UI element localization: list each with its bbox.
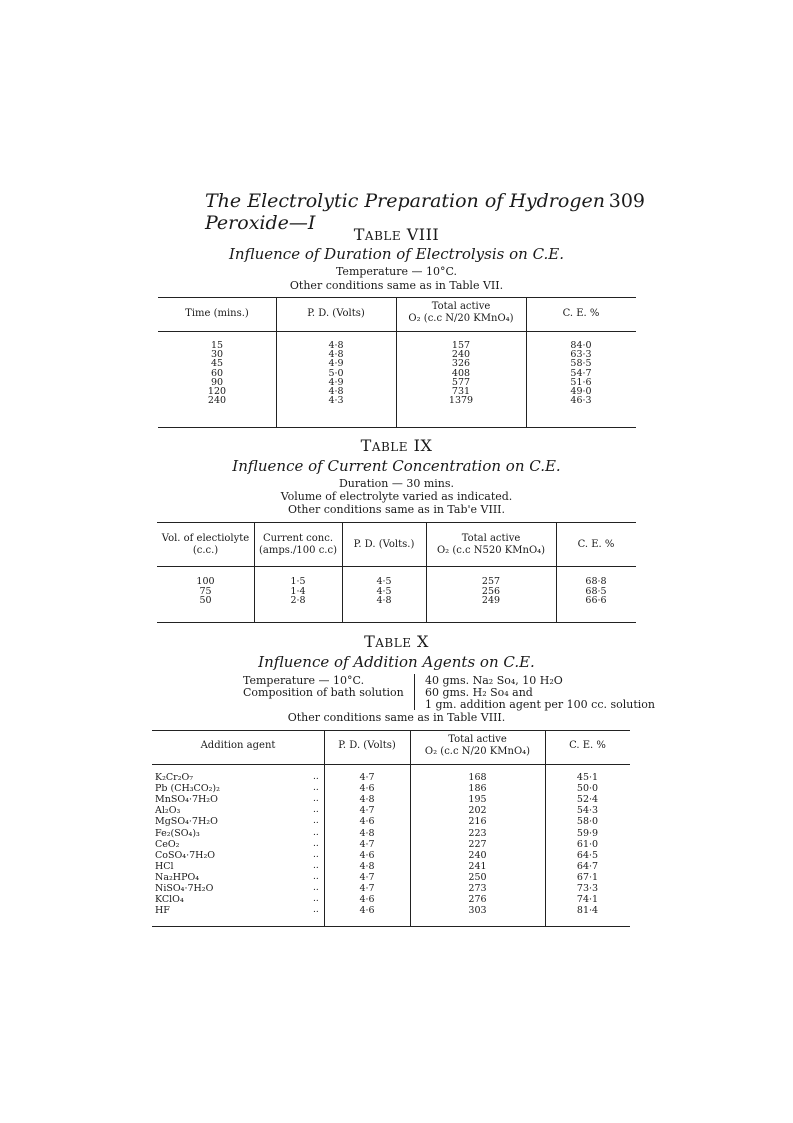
- table10-pd-cell: 4·7: [359, 838, 375, 850]
- leader-dots: ..: [313, 894, 319, 905]
- table10-agent-cell: K₂Cr₂O₇: [155, 772, 194, 783]
- table8-ce-cell: 63·3: [570, 349, 592, 361]
- table8-top-rule: [158, 297, 636, 298]
- table8-pd-cell: 4·8: [328, 349, 344, 361]
- running-header: [205, 190, 645, 234]
- table10-agent-cell: MnSO₄·7H₂O: [155, 794, 218, 806]
- table10-header-rule: [152, 764, 630, 765]
- table10-total-cell: 216: [468, 816, 487, 828]
- table8-pd-cell: 4·3: [328, 395, 344, 407]
- table8-header-pd: P. D. (Volts): [307, 308, 365, 319]
- table8-total-cell: 408: [451, 367, 471, 379]
- table10-ce-cell: 74·1: [576, 894, 599, 906]
- leader-dots: ..: [313, 805, 319, 816]
- table8-header-rule: [158, 331, 636, 332]
- table10-total-cell: 303: [468, 905, 487, 917]
- table10-ce-cell: 52·4: [576, 794, 599, 806]
- table9-total-cell: 256: [481, 585, 501, 597]
- table10-label-num: X: [417, 632, 429, 651]
- table8-ce-cell: 54·7: [570, 367, 592, 379]
- table9-cond-volume: Volume of electrolyte varied as indicated.: [280, 490, 513, 503]
- table10-header-pd: P. D. (Volts): [338, 740, 396, 751]
- table10-pd-cell: 4·8: [359, 794, 375, 806]
- leader-dots: ..: [313, 838, 319, 849]
- table9-header-vol-2: (c.c.): [192, 545, 219, 556]
- table10-cond-r2: 60 gms. H₂ So₄ and: [425, 686, 533, 699]
- table9-header-total-2: O₂ (c.c N520 KMnO₄): [436, 545, 546, 556]
- table8-ce-cell: 49·0: [570, 386, 592, 397]
- table10-subtitle: Influence of Addition Agents on C.E.: [258, 653, 535, 671]
- leader-dots: ..: [313, 827, 319, 838]
- table8-total-cell: 240: [451, 349, 471, 361]
- leader-dots: ..: [313, 772, 319, 782]
- table9-header-cur-2: (amps./100 c.c): [259, 545, 337, 556]
- table10-total-cell: 195: [468, 794, 487, 806]
- table10-label: [0, 632, 793, 651]
- table10-total-cell: 227: [468, 838, 487, 850]
- table8-time-cell: 60: [210, 367, 224, 379]
- table10-pd-cell: 4·6: [359, 783, 375, 795]
- table10-pd-cell: 4·7: [359, 805, 375, 817]
- table9-vol-cell: 50: [199, 595, 212, 606]
- table9-current-cell: 1·5: [290, 576, 306, 587]
- table9-total-cell: 249: [481, 595, 501, 606]
- table10-agent-cell: HF: [155, 905, 170, 917]
- table10-header-ce: C. E. %: [569, 740, 606, 751]
- table10-ce-cell: 67·1: [576, 871, 599, 883]
- table10-header-agent: Addition agent: [200, 740, 276, 751]
- table10-agent-cell: Pb (CH₃CO₂)₂: [155, 783, 220, 795]
- table8-time-cell: 15: [210, 340, 224, 351]
- table10-pd-cell: 4·7: [359, 883, 375, 894]
- table10-ce-cell: 64·7: [576, 860, 599, 872]
- table8-header-total-2: O₂ (c.c N/20 KMnO₄): [408, 313, 514, 324]
- table9-vrule-4: [556, 522, 557, 622]
- table9-cond-duration: Duration — 30 mins.: [338, 477, 455, 490]
- table8-time-cell: 240: [207, 395, 227, 407]
- table9-label-rest: ABLE: [371, 440, 409, 454]
- table8-ce-cell: 51·6: [570, 376, 592, 388]
- leader-dots: ..: [313, 905, 319, 916]
- table9-current-cell: 1·4: [290, 585, 306, 597]
- table8-ce-cell: 84·0: [570, 340, 592, 351]
- table9-vol-cell: 100: [196, 576, 215, 587]
- table10-ce-cell: 81·4: [576, 905, 599, 917]
- table9-header-total-1: Total active: [461, 533, 521, 544]
- table8-pd-cell: 4·8: [328, 340, 344, 351]
- table9-current-cell: 2·8: [290, 595, 306, 606]
- table8-cond-temp: Temperature — 10°C.: [335, 265, 458, 278]
- table10-agent-cell: CoSO₄·7H₂O: [155, 849, 216, 861]
- table10-cond-r1: 40 gms. Na₂ So₄, 10 H₂O: [425, 674, 563, 687]
- table10-pd-cell: 4·6: [359, 849, 375, 861]
- table10-total-cell: 223: [468, 827, 487, 839]
- running-title: The Electrolytic Preparation of Hydrogen Peroxide—I: [205, 190, 605, 234]
- table8-time-cell: 120: [207, 386, 227, 397]
- table10-agent-cell: KClO₄: [155, 894, 184, 906]
- table8-label-num: VIII: [406, 225, 440, 244]
- table10-total-cell: 240: [468, 849, 487, 861]
- table10-label-rest: ABLE: [375, 636, 412, 650]
- table10-agent-cell: MgSO₄·7H₂O: [155, 816, 218, 828]
- table9-ce-cell: 66·6: [585, 595, 607, 606]
- table8-ce-cell: 58·5: [570, 358, 592, 370]
- table8-total-cell: 157: [451, 340, 471, 351]
- leader-dots: ..: [313, 883, 319, 893]
- table9-vrule-2: [342, 522, 343, 622]
- table10-total-cell: 186: [468, 783, 487, 795]
- table10-cond-comp: Composition of bath solution: [243, 686, 404, 699]
- table9-header-rule: [157, 566, 636, 567]
- table8-total-cell: 1379: [448, 395, 474, 407]
- table8-time-cell: 90: [210, 376, 224, 388]
- table10-pd-cell: 4·6: [359, 816, 375, 828]
- table9-bottom-rule: [157, 622, 636, 623]
- table10-cond-temp: Temperature — 10°C.: [243, 674, 365, 687]
- table10-label-first: T: [364, 632, 376, 651]
- table9-label-first: T: [360, 436, 372, 455]
- table10-pd-cell: 4·6: [359, 905, 375, 917]
- table10-pd-cell: 4·8: [359, 827, 375, 839]
- table9-header-ce: C. E. %: [577, 539, 615, 550]
- table10-header-total-1: Total active: [448, 734, 507, 745]
- table9-header-pd: P. D. (Volts.): [353, 539, 415, 550]
- table10-agent-cell: Na₂HPO₄: [155, 871, 200, 883]
- table10-total-cell: 276: [468, 894, 487, 906]
- table10-total-cell: 241: [468, 860, 487, 872]
- table8-pd-cell: 5·0: [328, 367, 344, 379]
- table10-top-rule: [152, 730, 630, 731]
- table10-pd-cell: 4·7: [359, 871, 375, 883]
- table9-label-num: IX: [413, 436, 433, 455]
- table8-header-total-1: Total active: [431, 301, 491, 312]
- table8-ce-cell: 46·3: [570, 395, 592, 407]
- table8-total-cell: 577: [451, 376, 471, 388]
- table9-cond-other: Other conditions same as in Tab'e VIII.: [287, 503, 506, 516]
- table10-ce-cell: 58·0: [576, 816, 599, 828]
- page-number: 309: [608, 190, 645, 212]
- table8-cond-other: Other conditions same as in Table VII.: [289, 279, 504, 292]
- table10-ce-cell: 45·1: [576, 772, 599, 783]
- table10-cond-divider: [414, 674, 415, 710]
- table9-ce-cell: 68·8: [585, 576, 607, 587]
- table8-subtitle: Influence of Duration of Electrolysis on C.E.: [229, 245, 564, 263]
- table10-agent-cell: CeO₂: [155, 838, 180, 850]
- table8-time-cell: 45: [210, 358, 224, 370]
- table9-pd-cell: 4·5: [376, 576, 392, 587]
- table8-pd-cell: 4·8: [328, 386, 344, 397]
- table8-total-cell: 326: [451, 358, 471, 370]
- table9-header-vol-1: Vol. of electiolyte: [161, 533, 250, 544]
- table8-label-rest: ABLE: [364, 229, 402, 243]
- table9-vol-cell: 75: [199, 585, 212, 597]
- leader-dots: ..: [313, 860, 319, 871]
- table10-ce-cell: 64·5: [576, 849, 599, 861]
- table8-pd-cell: 4·9: [328, 376, 344, 388]
- table10-total-cell: 273: [468, 883, 487, 894]
- table9-ce-cell: 68·5: [585, 585, 607, 597]
- table8-time-cell: 30: [210, 349, 224, 361]
- table9-pd-cell: 4·5: [376, 585, 392, 597]
- table9-top-rule: [157, 522, 636, 523]
- table10-agent-cell: HCl: [155, 860, 174, 872]
- table10-ce-cell: 61·0: [576, 838, 599, 850]
- table10-ce-cell: 54·3: [576, 805, 599, 817]
- table10-pd-cell: 4·8: [359, 860, 375, 872]
- table10-pd-cell: 4·6: [359, 894, 375, 906]
- table10-total-cell: 202: [468, 805, 487, 817]
- table9-header-cur-1: Current conc.: [262, 533, 334, 544]
- table10-total-cell: 168: [468, 772, 487, 783]
- table10-ce-cell: 59·9: [576, 827, 599, 839]
- leader-dots: ..: [313, 871, 319, 882]
- table9-total-cell: 257: [481, 576, 501, 587]
- table10-agent-cell: NiSO₄·7H₂O: [155, 883, 214, 894]
- table8-bottom-rule: [158, 427, 636, 428]
- table8-header-ce: C. E. %: [562, 308, 600, 319]
- table10-agent-cell: Fe₂(SO₄)₃: [155, 827, 200, 839]
- table10-ce-cell: 50·0: [576, 783, 599, 795]
- table8-pd-cell: 4·9: [328, 358, 344, 370]
- table9-subtitle: Influence of Current Concentration on C.E.: [232, 457, 561, 475]
- table10-agent-cell: Al₂O₃: [155, 805, 181, 817]
- table10-cond-other: Other conditions same as in Table VIII.: [287, 711, 506, 724]
- table10-header-total-2: O₂ (c.c N/20 KMnO₄): [424, 746, 531, 757]
- table8-label-first: T: [353, 225, 365, 244]
- table8-total-cell: 731: [451, 386, 471, 397]
- table8-label: [0, 225, 793, 244]
- table10-total-cell: 250: [468, 871, 487, 883]
- leader-dots: ..: [313, 794, 319, 805]
- leader-dots: ..: [313, 849, 319, 860]
- table10-pd-cell: 4·7: [359, 772, 375, 783]
- table9-pd-cell: 4·8: [376, 595, 392, 606]
- table10-ce-cell: 73·3: [576, 883, 599, 894]
- leader-dots: ..: [313, 816, 319, 827]
- table8-header-time: Time (mins.): [185, 308, 249, 319]
- table10-cond-r3: 1 gm. addition agent per 100 cc. solution: [425, 698, 656, 711]
- leader-dots: ..: [313, 783, 319, 794]
- table9-label: [0, 436, 793, 455]
- table10-bottom-rule: [152, 926, 630, 927]
